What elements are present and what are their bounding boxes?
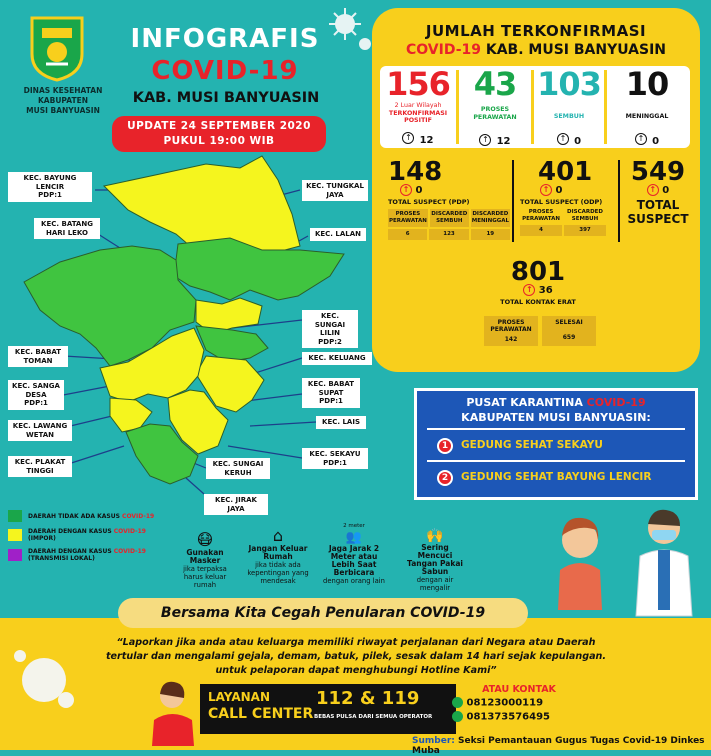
- arrow-up-icon: ↑: [479, 134, 491, 146]
- stat-meninggal: 10 MENINGGAL ↑ 0: [625, 65, 669, 147]
- karantina-box: [414, 388, 698, 500]
- label-babat-supat: KEC. BABAT SUPAT PDP:1: [302, 378, 360, 408]
- phone-2[interactable]: 081373576495: [466, 711, 550, 722]
- label-batang-hari-leko: KEC. BATANG HARI LEKO: [34, 218, 100, 239]
- virus-icon: [325, 4, 375, 54]
- kontak-erat-block: 801 ↑ 36 TOTAL KONTAK ERAT: [500, 257, 576, 306]
- prevention-rumah: ⌂ Jangan Keluar Rumah jika tidak ada kepentingan yang mendesak: [247, 526, 309, 585]
- dinas-label: DINAS KESEHATAN KABUPATEN MUSI BANYUASIN: [23, 86, 103, 115]
- label-plakat-tinggi: KEC. PLAKAT TINGGI: [8, 456, 72, 477]
- muba-logo: [28, 14, 86, 82]
- label-jirak-jaya: KEC. JIRAK JAYA: [204, 494, 268, 515]
- sumber-line: Sumber: Seksi Pemantauan Gugus Tugas Covid-19 Dinkes Muba: [412, 736, 705, 756]
- label-sanga-desa: KEC. SANGA DESA PDP:1: [8, 380, 64, 410]
- divider: [512, 160, 514, 242]
- odp-block: 401 ↑ 0 TOTAL SUSPECT (ODP) PROSES PERAWATAN DISCARDED SEMBUH 4 397: [520, 158, 616, 236]
- doctor-patient-illustration: [540, 500, 710, 618]
- summary-title: JUMLAH TERKONFIRMASI: [425, 22, 647, 40]
- whatsapp-icon: [452, 697, 463, 708]
- summary-subtitle: COVID-19 KAB. MUSI BANYUASIN: [405, 42, 667, 58]
- kontak-perawatan: PROSES PERAWATAN 142: [484, 316, 538, 346]
- karantina-subtitle: KABUPATEN MUSI BANYUASIN:: [461, 411, 651, 424]
- home-icon: ⌂: [272, 526, 284, 545]
- kontak-list: ATAU KONTAK 08123000119 081373576495: [452, 684, 586, 722]
- label-lawang-wetan: KEC. LAWANG WETAN: [8, 420, 72, 441]
- map-legend: DAERAH TIDAK ADA KASUS COVID-19 DAERAH DENGAN KASUS COVID-19 (IMPOR) DAERAH DENGAN KASUS COVID-19 (TRANSMISI LOKAL): [8, 510, 178, 562]
- prevention-masker: 😷 Gunakan Masker jika terpaksa harus keluar rumah: [178, 530, 232, 589]
- title-infografis: INFOGRAFIS: [130, 24, 320, 54]
- label-lalan: KEC. LALAN: [310, 228, 366, 241]
- arrow-up-icon: ↑: [557, 133, 569, 145]
- label-keluang: KEC. KELUANG: [302, 352, 372, 365]
- divider: [427, 428, 685, 430]
- distance-icon: 👥: [345, 530, 363, 545]
- update-badge: UPDATE 24 SEPTEMBER 2020 PUKUL 19:00 WIB: [112, 116, 326, 152]
- stat-perawatan: 43 PROSES PERAWATAN ↑ 12: [473, 65, 517, 147]
- prevention-cuci: 🙌 Sering Mencuci Tangan Pakai Sabun dengan air mengalir: [404, 528, 466, 592]
- label-sungai-lilin: KEC. SUNGAI LILIN PDP:2: [302, 310, 358, 348]
- virus-icon: [4, 640, 84, 720]
- arrow-up-icon: ↑: [540, 184, 552, 196]
- label-bayung-lencir: KEC. BAYUNG LENCIR PDP:1: [8, 172, 92, 202]
- handwash-icon: 🙌: [426, 528, 444, 544]
- stat-sembuh: 103 SEMBUH ↑ 0: [537, 65, 601, 147]
- label-sekayu: KEC. SEKAYU PDP:1: [302, 448, 368, 469]
- kontak-selesai: SELESAI 659: [542, 316, 596, 346]
- arrow-up-icon: ↑: [523, 284, 535, 296]
- karantina-title: PUSAT KARANTINA COVID-19: [466, 396, 646, 409]
- label-sungai-keruh: KEC. SUNGAI KERUH: [206, 458, 270, 479]
- divider: [618, 160, 620, 242]
- karantina-item-2: 2 GEDUNG SEHAT BAYUNG LENCIR: [437, 470, 695, 486]
- prevention-jarak: 2 meter 👥 Jaga Jarak 2 Meter atau Lebih Saat Berbicara dengan orang lain: [323, 523, 385, 585]
- label-tungkal-jaya: KEC. TUNGKAL JAYA: [302, 180, 368, 201]
- legend-swatch-green: [8, 510, 22, 522]
- title-kabupaten: KAB. MUSI BANYUASIN: [132, 90, 320, 106]
- divider: [427, 460, 685, 462]
- hotline-quote: “Laporkan jika anda atau keluarga memiliki riwayat perjalanan dari Negara atau Daerah tertular dan mengalami gejala, demam, batuk, pilek, sesak dalam 14 hari sejak kepulangan. untuk pelaporan dapat menghubungi Hotline Kami”: [105, 637, 607, 676]
- call-center-box: LAYANAN CALL CENTER 112 & 119 BEBAS PULSA DARI SEMUA OPERATOR: [200, 684, 456, 734]
- title-covid: COVID-19: [151, 56, 299, 86]
- arrow-up-icon: ↑: [402, 132, 414, 144]
- arrow-up-icon: ↑: [635, 133, 647, 145]
- whatsapp-icon: [452, 711, 463, 722]
- karantina-item-1: 1 GEDUNG SEHAT SEKAYU: [437, 438, 695, 454]
- legend-swatch-yellow: [8, 529, 22, 541]
- total-suspect-block: 549 ↑ 0 TOTAL SUSPECT: [627, 157, 689, 226]
- label-lais: KEC. LAIS: [316, 416, 366, 429]
- bersama-banner: Bersama Kita Cegah Penularan COVID-19: [118, 598, 528, 628]
- stat-positif: 156 2 Luar Wilayah TERKONFIRMASI POSITIF ↑ 12: [386, 65, 450, 146]
- legend-swatch-purple: [8, 549, 22, 561]
- phone-1[interactable]: 08123000119: [466, 697, 544, 709]
- call-operator-illustration: [150, 676, 200, 746]
- mask-icon: 😷: [196, 530, 214, 549]
- pdp-block: 148 ↑ 0 TOTAL SUSPECT (PDP) PROSES PERAWATAN DISCARDED SEMBUH DISCARDED MENINGGAL 6 123 19: [388, 158, 510, 240]
- label-babat-toman: KEC. BABAT TOMAN: [8, 346, 68, 367]
- arrow-up-icon: ↑: [400, 184, 412, 196]
- arrow-up-icon: ↑: [647, 184, 659, 196]
